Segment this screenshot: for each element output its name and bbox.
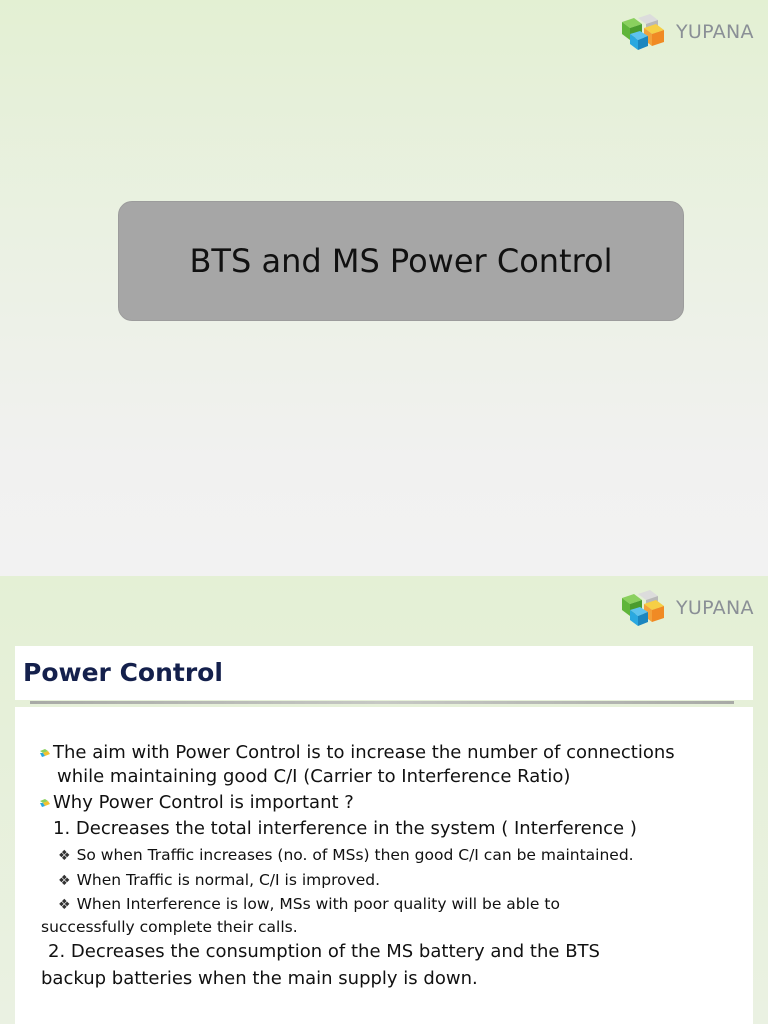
bullet-item bbox=[40, 742, 675, 763]
numbered-item-continuation: backup batteries when the main supply is down. bbox=[41, 968, 478, 989]
slide-heading: Power Control bbox=[23, 658, 223, 687]
slide-title: BTS and MS Power Control bbox=[189, 242, 613, 280]
bullet-text: Why Power Control is important ? bbox=[53, 792, 354, 813]
sub-bullet-text: When Interference is low, MSs with poor quality will be able to bbox=[76, 895, 560, 913]
title-box bbox=[118, 201, 684, 321]
brand-logo bbox=[620, 590, 754, 626]
cube-bullet-icon bbox=[40, 748, 50, 758]
numbered-item: 1. Decreases the total interference in the system ( Interference ) bbox=[53, 818, 637, 839]
bullet-text: The aim with Power Control is to increase the number of connections bbox=[53, 742, 675, 763]
heading-divider bbox=[30, 701, 734, 704]
content-slide bbox=[0, 576, 768, 1024]
sub-bullet-text: When Traffic is normal, C/I is improved. bbox=[76, 871, 381, 889]
yupana-cube-icon bbox=[620, 14, 666, 50]
brand-name: YUPANA bbox=[676, 21, 754, 43]
heading-box bbox=[15, 646, 753, 700]
diamond-bullet-icon: ❖ bbox=[58, 897, 71, 913]
cube-bullet-icon bbox=[40, 798, 50, 808]
bullet-item bbox=[40, 792, 354, 813]
diamond-bullet-icon: ❖ bbox=[58, 848, 71, 864]
brand-name: YUPANA bbox=[676, 597, 754, 619]
sub-bullet-text: So when Traffic increases (no. of MSs) then good C/I can be maintained. bbox=[76, 846, 634, 864]
bullet-continuation: while maintaining good C/I (Carrier to Interference Ratio) bbox=[57, 766, 571, 787]
content-box bbox=[15, 707, 753, 1024]
brand-logo bbox=[620, 14, 754, 50]
sub-bullet-item bbox=[58, 846, 634, 864]
sub-bullet-item bbox=[58, 871, 380, 889]
diamond-bullet-icon: ❖ bbox=[58, 873, 71, 889]
sub-bullet-continuation: successfully complete their calls. bbox=[41, 918, 298, 936]
numbered-item: 2. Decreases the consumption of the MS battery and the BTS bbox=[48, 941, 600, 962]
yupana-cube-icon bbox=[620, 590, 666, 626]
sub-bullet-item bbox=[58, 895, 560, 913]
